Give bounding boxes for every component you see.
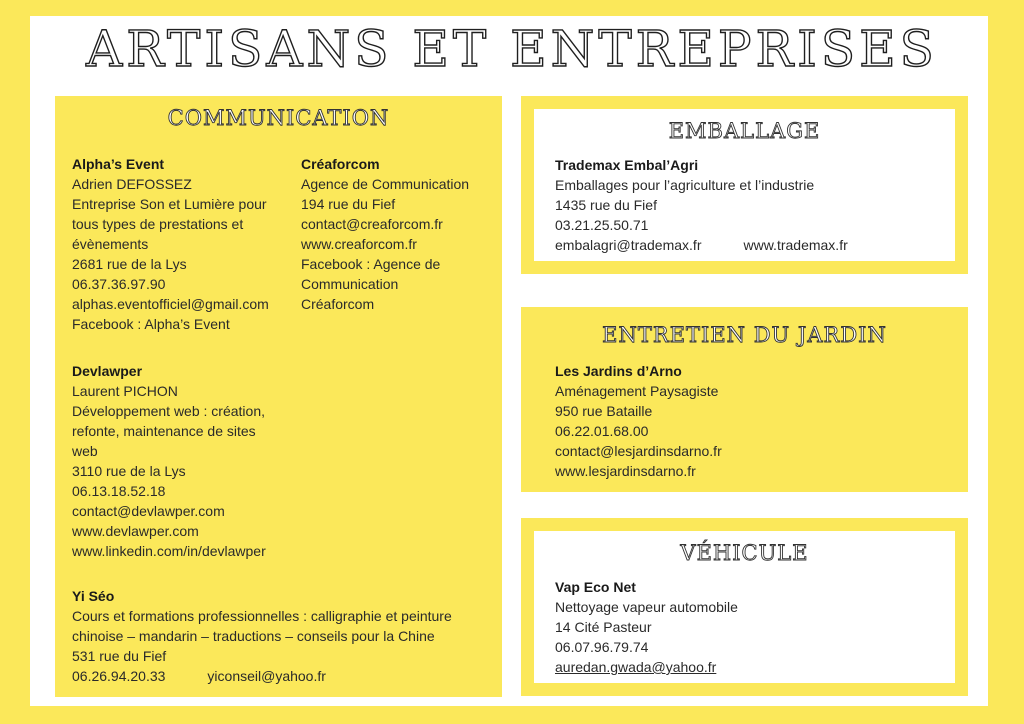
company-name: Créaforcom	[301, 156, 380, 172]
description-line: Emballages pour l’agriculture et l’industrie	[555, 177, 815, 193]
address: 194 rue du Fief	[301, 196, 396, 212]
address: 2681 rue de la Lys	[72, 256, 187, 272]
emballage-card	[534, 109, 955, 261]
email-link[interactable]: yiconseil@yahoo.fr	[207, 668, 326, 684]
emballage-heading: EMBALLAGE	[668, 119, 821, 143]
trademax-entry	[555, 155, 945, 255]
page-title: ARTISANS ET ENTREPRISES	[86, 20, 938, 78]
description-line: Cours et formations professionnelles : calligraphie et peinture	[72, 608, 452, 624]
contact-person: Adrien DEFOSSEZ	[72, 176, 192, 192]
contact-person: Laurent PICHON	[72, 383, 178, 399]
vehicule-card	[534, 531, 955, 683]
company-name: Alpha’s Event	[72, 156, 165, 172]
emballage-section	[521, 96, 968, 274]
jardins-arno-entry	[555, 361, 945, 481]
phone: 06.13.18.52.18	[72, 483, 166, 499]
address: 14 Cité Pasteur	[555, 619, 652, 635]
facebook-link[interactable]: Créaforcom	[301, 296, 375, 312]
communication-section	[55, 96, 502, 697]
phone: 06.07.96.79.74	[555, 639, 649, 655]
company-name: Yi Séo	[72, 588, 115, 604]
phone: 06.22.01.68.00	[555, 423, 649, 439]
contact-row	[72, 666, 497, 686]
description-line: chinoise – mandarin – traductions – conseils pour la Chine	[72, 628, 435, 644]
email-link[interactable]: contact@devlawper.com	[72, 503, 225, 519]
devlawper-entry	[72, 361, 292, 561]
company-name: Les Jardins d’Arno	[555, 363, 682, 379]
website-link[interactable]: www.trademax.fr	[743, 237, 848, 253]
facebook-link[interactable]: Communication	[301, 276, 399, 292]
description-line: web	[72, 443, 98, 459]
description-line: Développement web : création,	[72, 403, 265, 419]
vehicule-section	[521, 518, 968, 696]
vehicule-heading: VÉHICULE	[680, 541, 809, 565]
address: 950 rue Bataille	[555, 403, 653, 419]
description-line: Nettoyage vapeur automobile	[555, 599, 738, 615]
contact-row	[555, 235, 945, 255]
phone: 03.21.25.50.71	[555, 217, 649, 233]
company-name: Vap Eco Net	[555, 579, 636, 595]
email-link[interactable]: auredan.gwada@yahoo.fr	[555, 659, 717, 675]
email-link[interactable]: contact@lesjardinsdarno.fr	[555, 443, 722, 459]
website-link[interactable]: www.devlawper.com	[72, 523, 199, 539]
alphas-event-entry	[72, 154, 292, 334]
description-line: Aménagement Paysagiste	[555, 383, 719, 399]
jardin-section	[521, 307, 968, 492]
yi-seo-entry	[72, 586, 497, 686]
description-line: évènements	[72, 236, 149, 252]
address: 531 rue du Fief	[72, 648, 167, 664]
company-name: Trademax Embal’Agri	[555, 157, 699, 173]
facebook-link[interactable]: Facebook : Alpha’s Event	[72, 316, 230, 332]
communication-heading: COMMUNICATION	[167, 106, 390, 130]
website-link[interactable]: www.lesjardinsdarno.fr	[555, 463, 696, 479]
linkedin-link[interactable]: www.linkedin.com/in/devlawper	[72, 543, 266, 559]
creaforcom-entry	[301, 154, 496, 314]
address: 1435 rue du Fief	[555, 197, 657, 213]
description-line: tous types de prestations et	[72, 216, 244, 232]
company-name: Devlawper	[72, 363, 143, 379]
description-line: refonte, maintenance de sites	[72, 423, 256, 439]
phone: 06.26.94.20.33	[72, 668, 166, 684]
facebook-link[interactable]: Facebook : Agence de	[301, 256, 441, 272]
website-link[interactable]: www.creaforcom.fr	[301, 236, 417, 252]
email-link[interactable]: embalagri@trademax.fr	[555, 237, 702, 253]
jardin-heading: ENTRETIEN DU JARDIN	[602, 323, 887, 347]
phone: 06.37.36.97.90	[72, 276, 166, 292]
description-line: Agence de Communication	[301, 176, 470, 192]
email-link[interactable]: alphas.eventofficiel@gmail.com	[72, 296, 269, 312]
vap-eco-net-entry	[555, 577, 945, 677]
email-link[interactable]: contact@creaforcom.fr	[301, 216, 443, 232]
address: 3110 rue de la Lys	[72, 463, 186, 479]
description-line: Entreprise Son et Lumière pour	[72, 196, 267, 212]
